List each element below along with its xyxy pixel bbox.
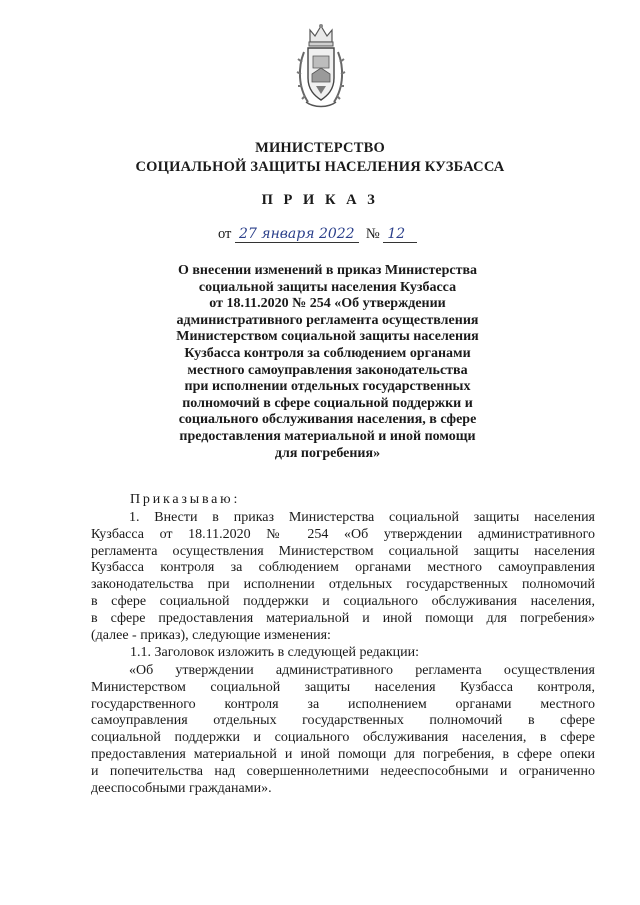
new-title-line: предоставления материальной и иной помощи для погребения, в сфере опеки xyxy=(91,746,595,762)
new-title-line: Министерством социальной защиты населения Кузбасса контроля, xyxy=(91,679,595,695)
order-subject xyxy=(150,263,505,462)
handwritten-number: 12 xyxy=(387,226,406,242)
date-prefix: от xyxy=(218,226,232,242)
item-1-line: (далее - приказ), следующие изменения: xyxy=(91,627,331,643)
ministry-name-line-2: СОЦИАЛЬНОЙ ЗАЩИТЫ НАСЕЛЕНИЯ КУЗБАССА xyxy=(135,159,505,175)
new-title-line: государственного контроля за исполнением органами местного xyxy=(91,696,595,712)
item-1-line: в сфере социальной поддержки и социального обслуживания населения, xyxy=(91,593,595,609)
handwritten-date: 27 января 2022 xyxy=(239,226,355,242)
item-1-line: Кузбасса контроля за соблюдением органами местного самоуправления xyxy=(91,560,595,576)
item-1-line: 1. Внести в приказ Министерства социальной защиты населения xyxy=(129,510,595,525)
item-1-paragraph xyxy=(91,510,595,644)
subject-line: для погребения» xyxy=(274,445,381,461)
subject-line: от 18.11.2020 № 254 «Об утверждении xyxy=(209,296,446,312)
ministry-name-line-1: МИНИСТЕРСТВО xyxy=(255,140,385,156)
item-1-line: в сфере предоставления материальной и иной помощи для погребения» xyxy=(91,610,595,626)
subject-line: местного самоуправления законодательства xyxy=(187,362,468,378)
subject-line: административного регламента осуществления xyxy=(176,312,479,328)
order-date-number-line xyxy=(218,226,417,243)
item-1-line: регламента осуществления Министерством социальной защиты населения xyxy=(91,543,595,559)
subject-line: Министерством социальной защиты населения xyxy=(176,329,479,345)
subject-line: социальной защиты населения Кузбасса xyxy=(198,279,457,295)
new-title-line: социальной поддержки и социального обслуживания населения, в сфере xyxy=(91,730,595,746)
item-1-line: законодательства при исполнении отдельных государственных полномочий xyxy=(91,577,595,593)
order-title: П Р И К А З xyxy=(261,192,379,208)
new-title-line: и попечительства над совершеннолетними недееспособными и ограниченно xyxy=(91,763,595,779)
subject-line: при исполнении отдельных государственных xyxy=(184,379,471,395)
new-title-line: «Об утверждении административного регламента осуществления xyxy=(129,663,595,678)
item-1-1-paragraph: 1.1. Заголовок изложить в следующей редакции: xyxy=(130,645,420,660)
subject-line: О внесении изменений в приказ Министерства xyxy=(177,263,478,278)
number-prefix: № xyxy=(365,226,380,242)
new-title-paragraph xyxy=(91,663,595,797)
new-title-line: самоуправления отдельных государственных полномочий в сфере xyxy=(91,713,595,729)
subject-line: социального обслуживания населения, в сфере xyxy=(178,412,477,428)
coat-of-arms-icon xyxy=(296,22,346,110)
order-word: Приказываю: xyxy=(130,492,241,507)
subject-line: предоставления материальной и иной помощи xyxy=(179,428,476,444)
item-1-line: Кузбасса от 18.11.2020 № 254 «Об утверждении административного xyxy=(91,526,595,542)
subject-line: Кузбасса контроля за соблюдением органами xyxy=(184,345,471,361)
subject-line: полномочий в сфере социальной поддержки и xyxy=(182,395,473,411)
new-title-line: дееспособными гражданами». xyxy=(91,780,272,796)
